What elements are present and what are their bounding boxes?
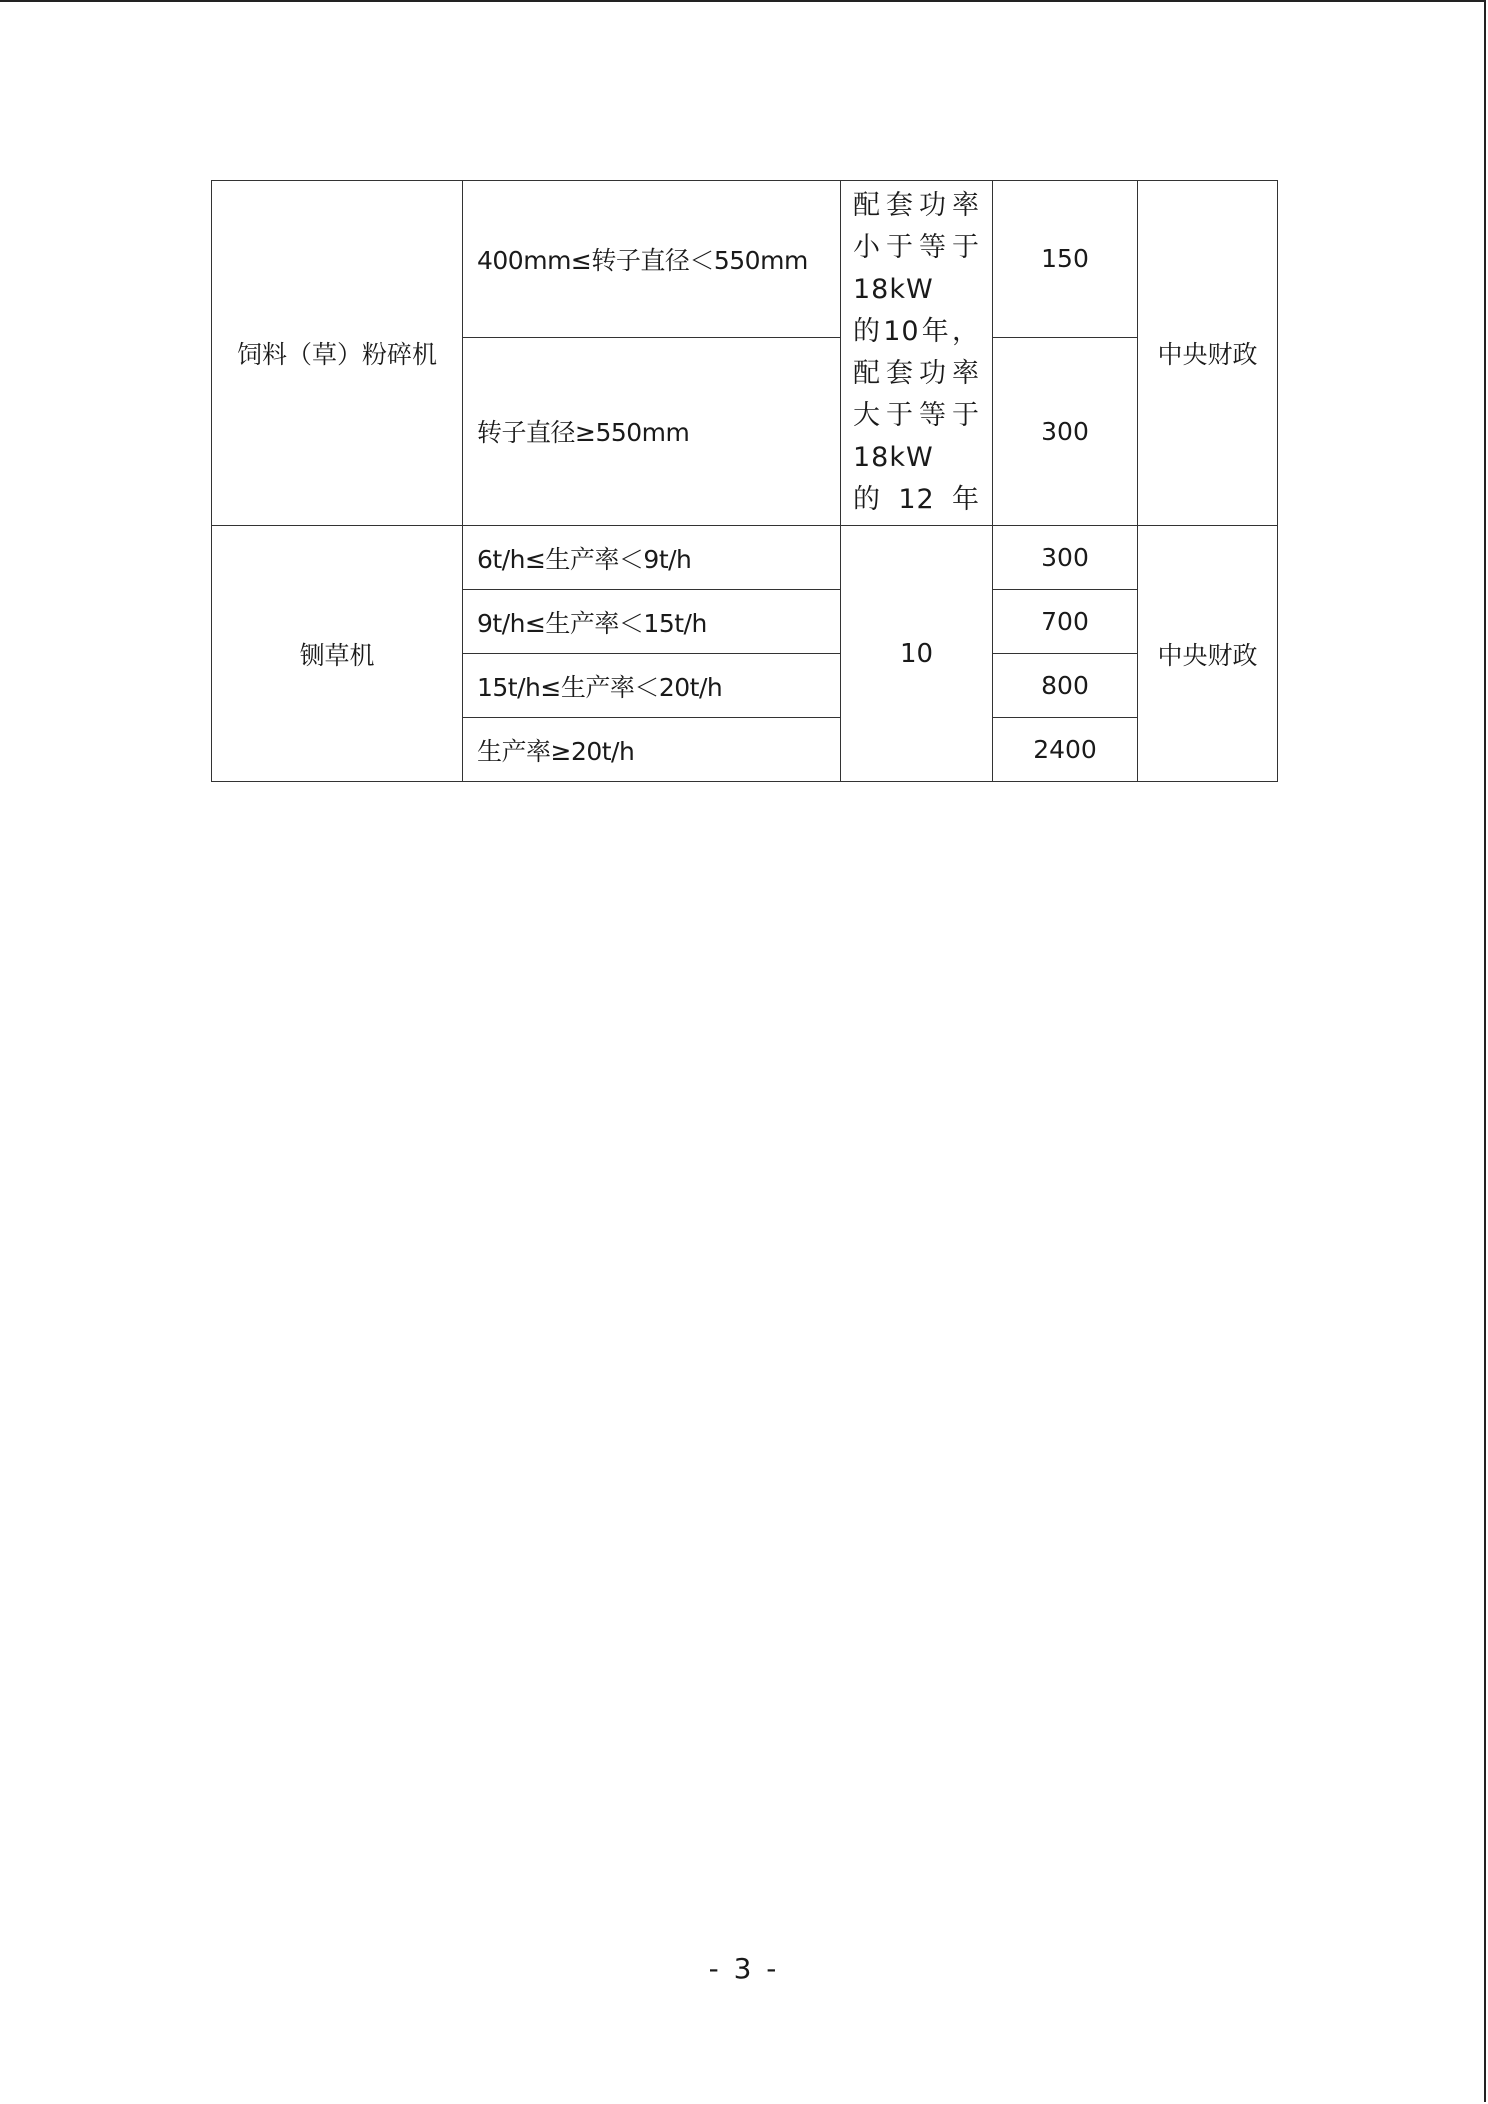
spec-cell: 转子直径≥550mm bbox=[463, 337, 841, 525]
spec-cell: 400mm≤转子直径＜550mm bbox=[463, 181, 841, 338]
value-cell: 300 bbox=[993, 526, 1138, 590]
spec-cell: 15t/h≤生产率＜20t/h bbox=[463, 654, 841, 718]
value-cell: 300 bbox=[993, 337, 1138, 525]
page-number: - 3 - bbox=[708, 1952, 780, 1985]
value-cell: 150 bbox=[993, 181, 1138, 338]
spec-cell: 生产率≥20t/h bbox=[463, 718, 841, 782]
value-cell: 700 bbox=[993, 590, 1138, 654]
subsidy-table bbox=[211, 180, 1278, 782]
table-row bbox=[212, 181, 1278, 338]
funding-source-cell: 中央财政 bbox=[1138, 526, 1278, 782]
service-life-cell: 10 bbox=[841, 526, 993, 782]
spec-cell: 9t/h≤生产率＜15t/h bbox=[463, 590, 841, 654]
item-name-cell: 铡草机 bbox=[212, 526, 463, 782]
table-row bbox=[212, 526, 1278, 590]
item-name-cell: 饲料（草）粉碎机 bbox=[212, 181, 463, 526]
value-cell: 800 bbox=[993, 654, 1138, 718]
spec-cell: 6t/h≤生产率＜9t/h bbox=[463, 526, 841, 590]
value-cell: 2400 bbox=[993, 718, 1138, 782]
funding-source-cell: 中央财政 bbox=[1138, 181, 1278, 526]
service-life-cell: 配套功率小于等于18kW 的10年，配套功率大于等于18kW 的12年 bbox=[841, 181, 993, 526]
